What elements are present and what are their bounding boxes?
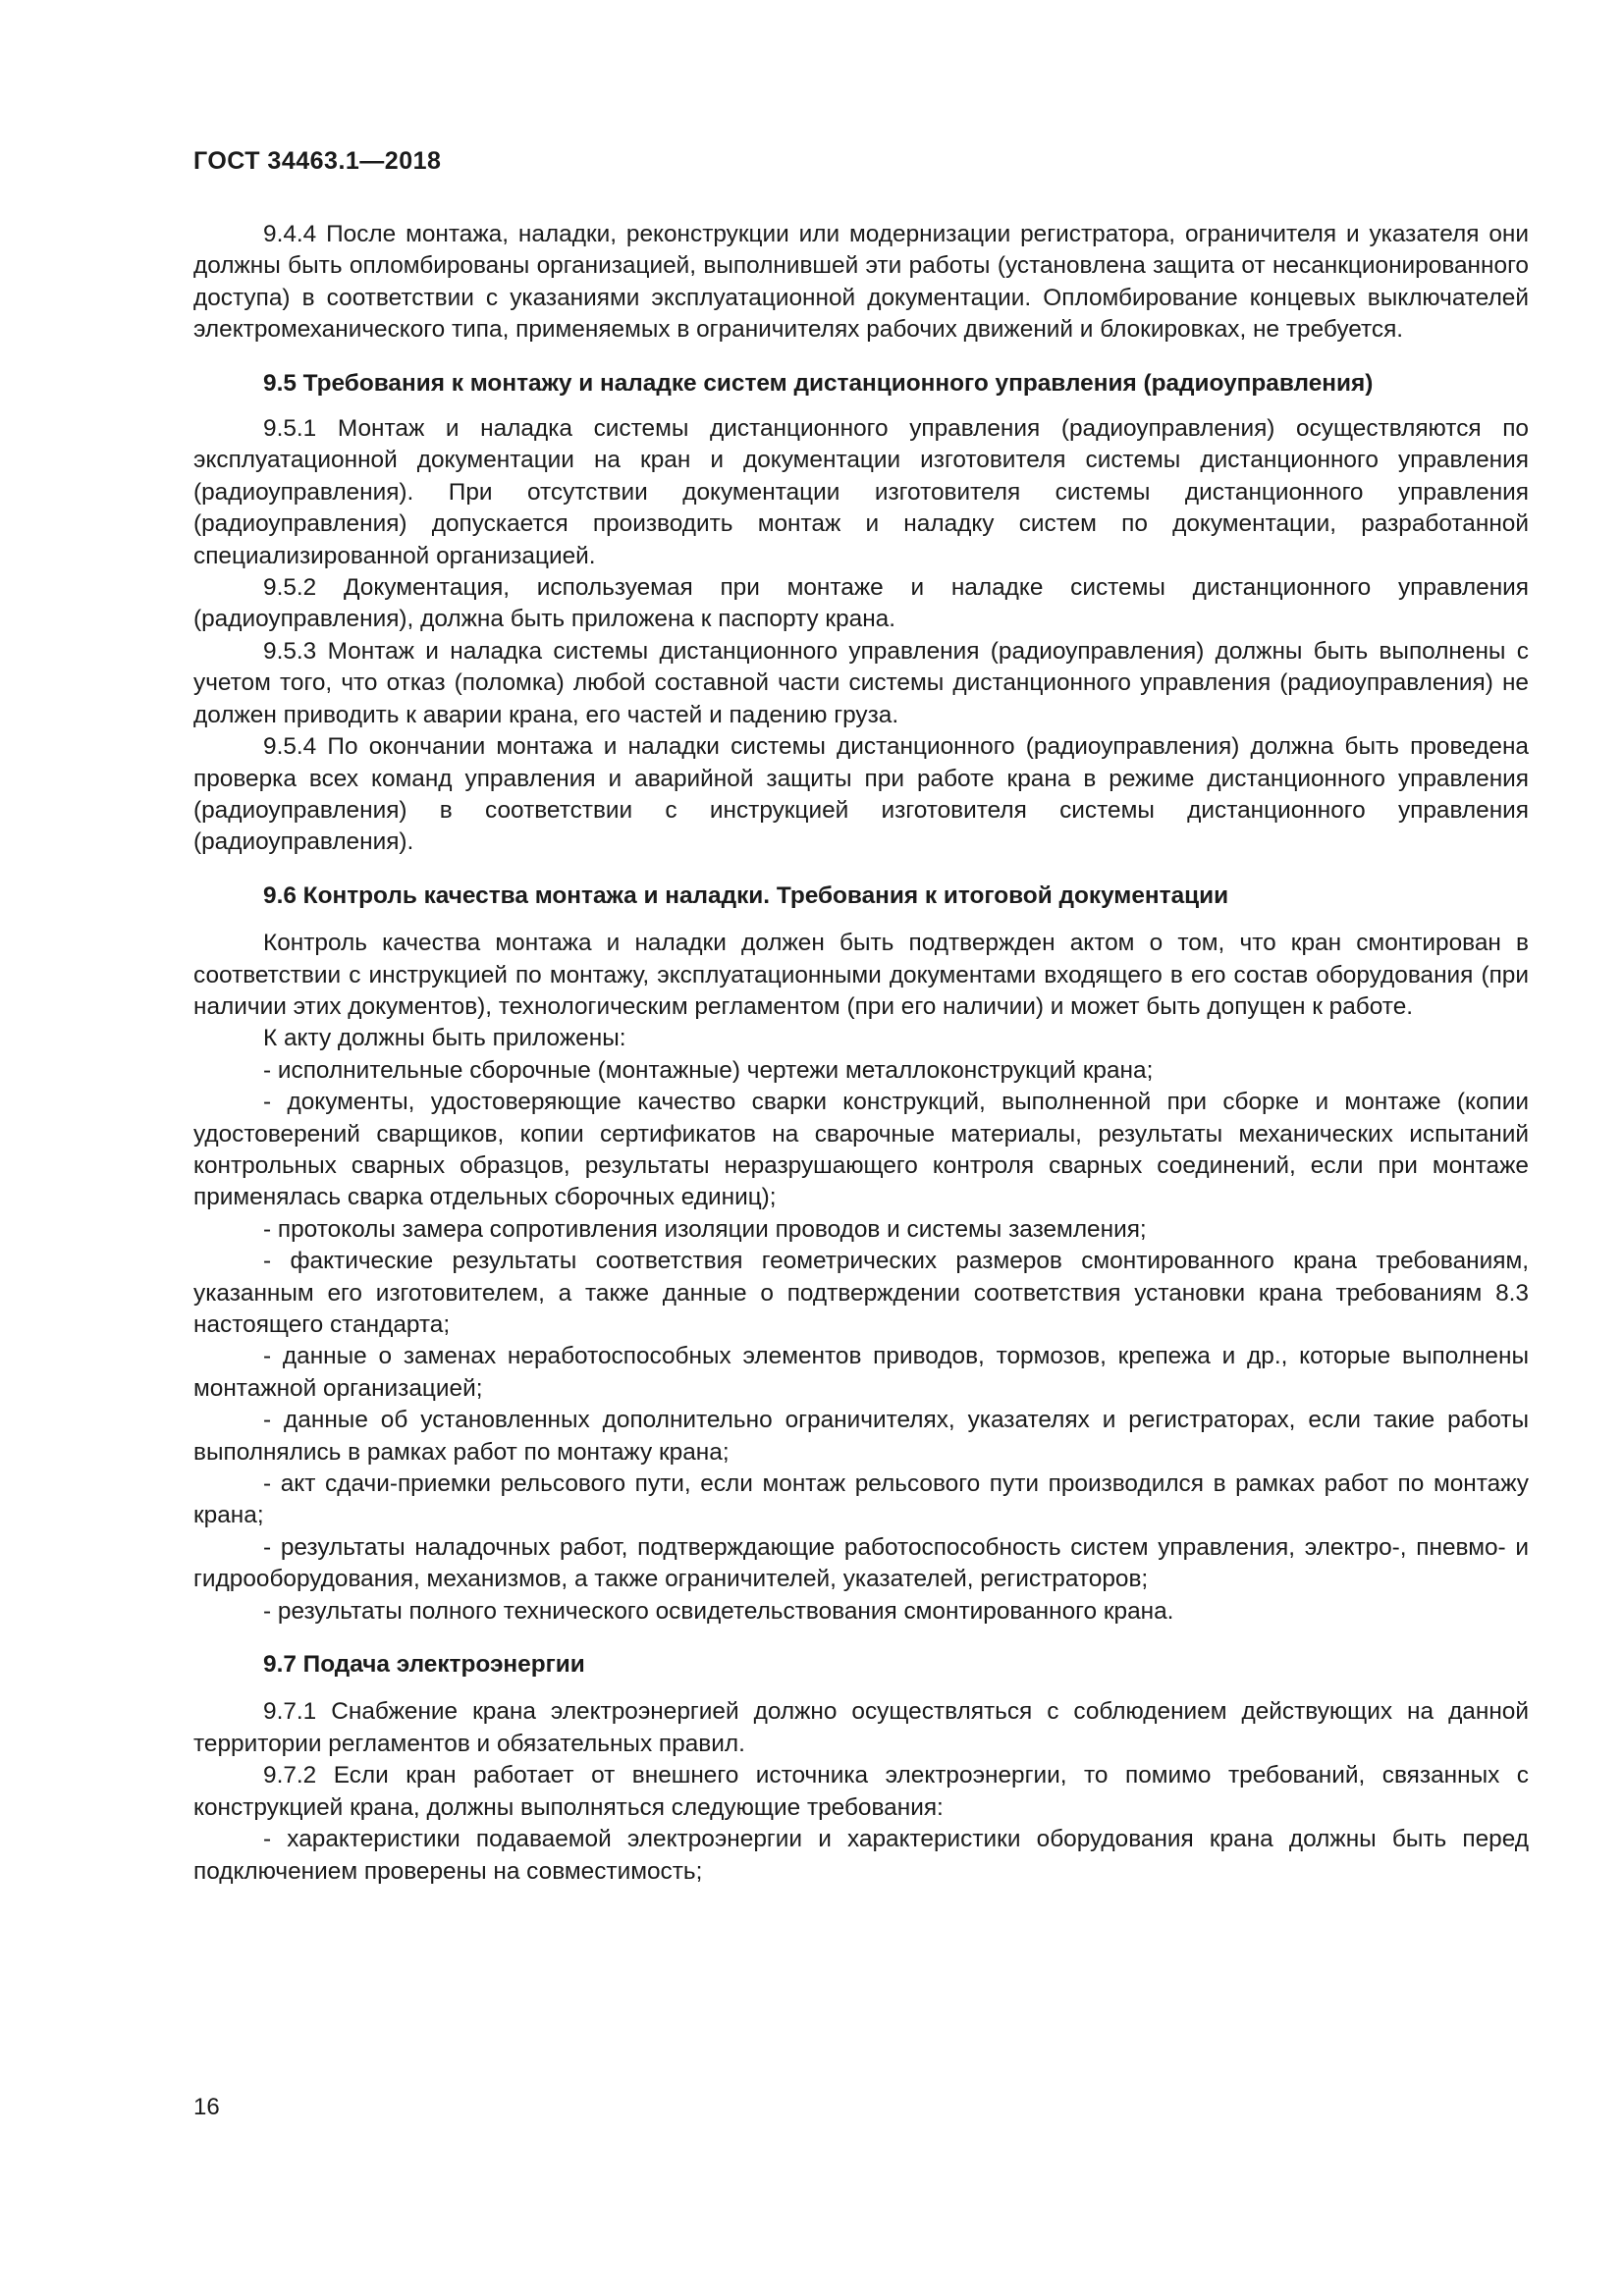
page-number: 16 (193, 2094, 220, 2120)
list-item: - результаты наладочных работ, подтверждающие работоспособность систем управления, электро-, пневмо- и гидрооборудования, механизмов, а также ограничителей, указателей, регистраторов; (193, 1533, 1529, 1593)
paragraph-9-5-2: 9.5.2 Документация, используемая при монтаже и наладке системы дистанционного управления (радиоуправления), должна быть приложена к паспорту крана. (193, 574, 1529, 633)
paragraph-9-7-1: 9.7.1 Снабжение крана электроэнергией должно осуществляться с соблюдением действующих на данной территории регламентов и обязательных правил. (193, 1698, 1529, 1757)
list-item: - данные о заменах неработоспособных элементов приводов, тормозов, крепежа и др., которые выполнены монтажной организацией; (193, 1343, 1529, 1402)
paragraph-9-6-attachments: К акту должны быть приложены: (263, 1025, 626, 1052)
list-item: - протоколы замера сопротивления изоляции проводов и системы заземления; (263, 1215, 1147, 1243)
list-item: - исполнительные сборочные (монтажные) чертежи металлоконструкций крана; (263, 1056, 1154, 1084)
paragraph-9-7-2: 9.7.2 Если кран работает от внешнего источника электроэнергии, то помимо требований, связанных с конструкцией крана, должны выполняться следующие требования: (193, 1762, 1529, 1821)
list-item: - результаты полного технического освидетельствования смонтированного крана. (263, 1597, 1174, 1625)
list-item: - данные об установленных дополнительно ограничителях, указателях и регистраторах, если такие работы выполнялись в рамках работ по монтажу крана; (193, 1407, 1529, 1466)
paragraph-9-5-1: 9.5.1 Монтаж и наладка системы дистанционного управления (радиоуправления) осуществляются по эксплуатационной документации на кран и документации изготовителя системы дистанционного управления (радиоуправления). При отсутствии документации изготовителя системы дистанционного управления (радиоуправления) допускается производить монтаж и наладку систем по документации, разработанной специализированной организацией. (193, 415, 1529, 569)
document-header-standard: ГОСТ 34463.1—2018 (193, 147, 442, 175)
paragraph-9-4-4: 9.4.4 После монтажа, наладки, реконструкции или модернизации регистратора, ограничителя и указателя они должны быть опломбированы организацией, выполнившей эти работы (установлена защита от несанкционированного доступа) в соответствии с указаниями эксплуатационной документации. Опломбирование концевых выключателей электромеханического типа, применяемых в ограничителях рабочих движений и блокировках, не требуется. (193, 221, 1529, 344)
list-item: - фактические результаты соответствия геометрических размеров смонтированного крана требованиям, указанным его изготовителем, а также данные о подтверждении соответствия установки крана требованиям 8.3 настоящего стандарта; (193, 1248, 1529, 1338)
paragraph-9-5-3: 9.5.3 Монтаж и наладка системы дистанционного управления (радиоуправления) должны быть выполнены с учетом того, что отказ (поломка) любой составной части системы дистанционного управления (радиоуправления) не должен приводить к аварии крана, его частей и падению груза. (193, 637, 1529, 728)
heading-9-6: 9.6 Контроль качества монтажа и наладки. Требования к итоговой документации (263, 881, 1229, 909)
paragraph-9-5-4: 9.5.4 По окончании монтажа и наладки системы дистанционного (радиоуправления) должна быть проведена проверка всех команд управления и аварийной защиты при работе крана в режиме дистанционного управления (радиоуправления) в соответствии с инструкцией изготовителя системы дистанционного управления (радиоуправления). (193, 733, 1529, 856)
list-item: - документы, удостоверяющие качество сварки конструкций, выполненной при сборке и монтаже (копии удостоверений сварщиков, копии сертификатов на сварочные материалы, результаты механических испытаний контрольных сварных образцов, результаты неразрушающего контроля сварных соединений, если при монтаже применялась сварка отдельных сборочных единиц); (193, 1089, 1529, 1211)
heading-9-7: 9.7 Подача электроэнергии (263, 1651, 585, 1679)
heading-9-5: 9.5 Требования к монтажу и наладке систем дистанционного управления (радиоуправления) (263, 369, 1374, 397)
paragraph-9-6-intro: Контроль качества монтажа и наладки должен быть подтвержден актом о том, что кран смонтирован в соответствии с инструкцией по монтажу, эксплуатационными документами входящего в его состав оборудования (при наличии этих документов), технологическим регламентом (при его наличии) и может быть допущен к работе. (193, 930, 1529, 1020)
list-item: - характеристики подаваемой электроэнергии и характеристики оборудования крана должны быть перед подключением проверены на совместимость; (193, 1826, 1529, 1885)
list-item: - акт сдачи-приемки рельсового пути, если монтаж рельсового пути производился в рамках работ по монтажу крана; (193, 1470, 1529, 1529)
document-page (193, 147, 1529, 1888)
